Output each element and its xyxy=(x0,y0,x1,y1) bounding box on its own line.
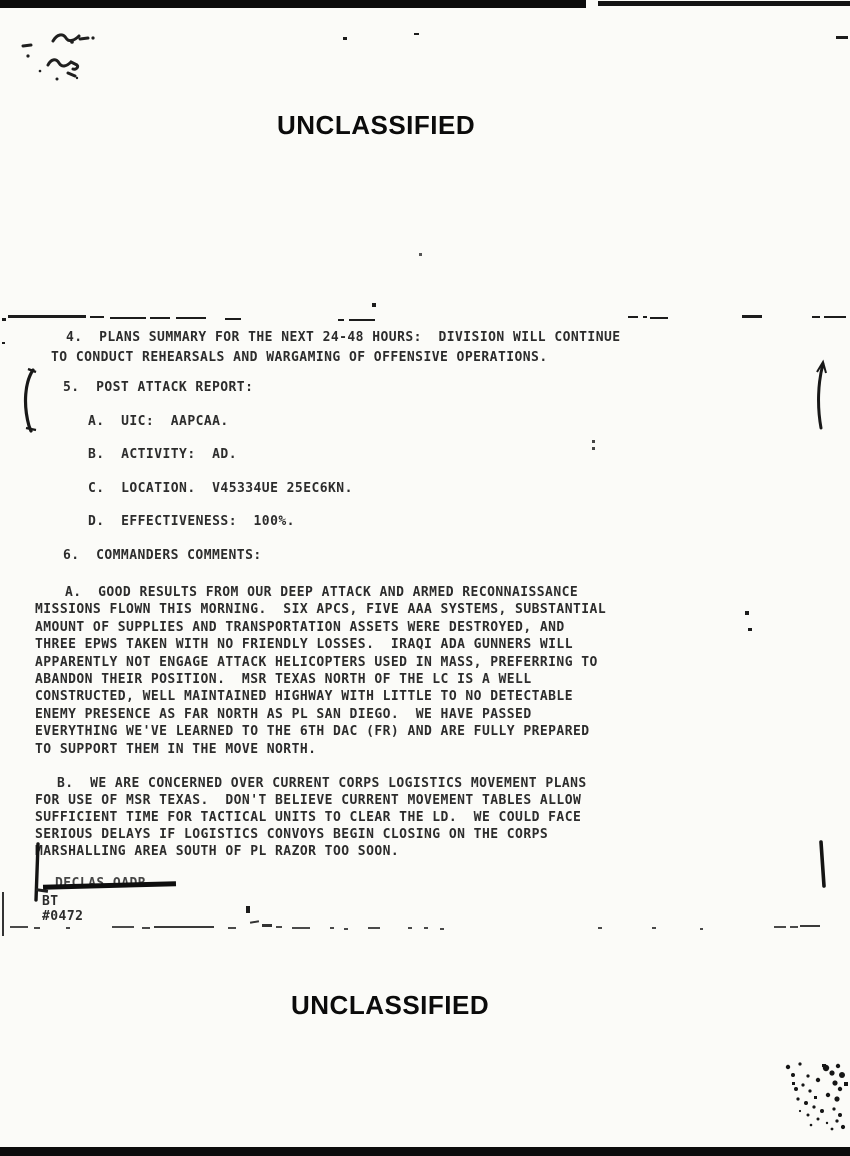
scan-artifact xyxy=(824,316,846,318)
scan-artifact xyxy=(742,315,762,318)
scan-artifact xyxy=(592,447,595,450)
scan-artifact xyxy=(598,927,602,929)
scan-artifact xyxy=(790,926,798,928)
scan-artifact xyxy=(228,927,236,929)
scan-artifact xyxy=(142,927,150,929)
scan-artifact xyxy=(745,611,749,615)
document-line: C. LOCATION. V45334UE 25EC6KN. xyxy=(88,480,353,496)
document-line: ENEMY PRESENCE AS FAR NORTH AS PL SAN DIEGO. WE HAVE PASSED xyxy=(35,706,532,722)
message-terminator-bt: BT xyxy=(42,894,59,909)
scan-edge-top-right xyxy=(598,1,850,6)
scan-artifact xyxy=(154,926,214,928)
scan-artifact xyxy=(440,928,444,930)
right-margin-bracket-upper xyxy=(812,360,828,430)
scan-artifact xyxy=(408,927,412,929)
scan-artifact xyxy=(10,926,28,928)
left-margin-bracket-lower xyxy=(32,842,42,902)
document-line: A. UIC: AAPCAA. xyxy=(88,413,229,429)
document-line: AMOUNT OF SUPPLIES AND TRANSPORTATION ASSETS WERE DESTROYED, AND xyxy=(35,619,565,635)
scan-artifact xyxy=(812,316,820,318)
document-line: TO CONDUCT REHEARSALS AND WARGAMING OF OFFENSIVE OPERATIONS. xyxy=(51,350,548,365)
scan-artifact xyxy=(110,317,146,319)
document-line: SERIOUS DELAYS IF LOGISTICS CONVOYS BEGIN CLOSING ON THE CORPS xyxy=(35,827,549,842)
scan-artifact xyxy=(424,927,428,929)
scan-artifact xyxy=(419,253,422,256)
scan-artifact xyxy=(372,303,376,307)
scan-artifact xyxy=(650,317,668,319)
scan-artifact xyxy=(836,36,848,39)
scan-artifact xyxy=(34,927,40,929)
ink-smudge xyxy=(748,1058,850,1138)
scan-artifact xyxy=(276,926,282,928)
scan-artifact xyxy=(66,927,70,929)
scan-artifact xyxy=(8,315,86,318)
document-line: B. ACTIVITY: AD. xyxy=(88,447,237,463)
scan-artifact xyxy=(2,318,6,321)
scan-artifact xyxy=(643,316,647,318)
left-margin-bracket-upper xyxy=(18,366,40,434)
scan-edge-bottom xyxy=(0,1147,850,1156)
document-line: 5. POST ATTACK REPORT: xyxy=(63,380,254,395)
message-serial-number: #0472 xyxy=(42,909,84,924)
scan-artifact xyxy=(262,924,272,927)
classification-banner-bottom: UNCLASSIFIED xyxy=(291,990,490,1020)
document-line: SUFFICIENT TIME FOR TACTICAL UNITS TO CLEAR THE LD. WE COULD FACE xyxy=(35,810,582,825)
scan-edge-top-left xyxy=(0,0,586,8)
scan-artifact xyxy=(774,926,786,928)
scan-artifact xyxy=(250,920,259,924)
document-line: APPARENTLY NOT ENGAGE ATTACK HELICOPTERS USED IN MASS, PREFERRING TO xyxy=(35,654,598,670)
scan-artifact xyxy=(292,927,310,929)
scan-artifact xyxy=(2,342,5,344)
document-line: MARSHALLING AREA SOUTH OF PL RAZOR TOO SOON. xyxy=(35,844,400,859)
document-line: TO SUPPORT THEM IN THE MOVE NORTH. xyxy=(35,741,317,757)
scan-artifact xyxy=(344,928,348,930)
scan-artifact xyxy=(652,927,656,929)
scan-artifact xyxy=(628,316,638,318)
document-line: THREE EPWS TAKEN WITH NO FRIENDLY LOSSES. IRAQI ADA GUNNERS WILL xyxy=(35,637,573,653)
document-line: FOR USE OF MSR TEXAS. DON'T BELIEVE CURRENT MOVEMENT TABLES ALLOW xyxy=(35,793,582,808)
document-line: 4. PLANS SUMMARY FOR THE NEXT 24-48 HOURS: DIVISION WILL CONTINUE xyxy=(66,330,621,345)
scan-artifact xyxy=(90,316,104,318)
scan-artifact xyxy=(349,319,375,321)
scan-artifact xyxy=(368,927,380,929)
scan-edge-left xyxy=(2,892,4,936)
document-line: A. GOOD RESULTS FROM OUR DEEP ATTACK AND ARMED RECONNAISSANCE xyxy=(65,585,579,600)
scan-artifact xyxy=(338,319,344,321)
scan-artifact xyxy=(800,925,820,927)
document-line: D. EFFECTIVENESS: 100%. xyxy=(88,514,295,530)
scan-artifact xyxy=(330,927,334,929)
scan-artifact xyxy=(748,628,752,631)
document-line: ABANDON THEIR POSITION. MSR TEXAS NORTH OF THE LC IS A WELL xyxy=(35,672,532,687)
document-line: B. WE ARE CONCERNED OVER CURRENT CORPS LOGISTICS MOVEMENT PLANS xyxy=(57,776,587,791)
scan-artifact xyxy=(150,317,170,319)
classification-banner-top: UNCLASSIFIED xyxy=(277,110,476,140)
document-line: CONSTRUCTED, WELL MAINTAINED HIGHWAY WITH LITTLE TO NO DETECTABLE xyxy=(35,689,573,705)
scan-artifact xyxy=(592,440,595,443)
document-line: 6. COMMANDERS COMMENTS: xyxy=(63,548,262,563)
scan-artifact xyxy=(246,906,250,913)
document-line: EVERYTHING WE'VE LEARNED TO THE 6TH DAC (FR) AND ARE FULLY PREPARED xyxy=(35,724,590,740)
scan-artifact xyxy=(112,926,134,928)
right-margin-bracket-lower xyxy=(816,840,828,890)
handwriting-scribble xyxy=(20,28,132,84)
scan-artifact xyxy=(343,37,347,40)
scan-artifact xyxy=(700,928,703,930)
document-line: MISSIONS FLOWN THIS MORNING. SIX APCS, FIVE AAA SYSTEMS, SUBSTANTIAL xyxy=(35,602,607,618)
scan-artifact xyxy=(414,33,419,35)
scan-artifact xyxy=(225,318,241,320)
scan-artifact xyxy=(176,317,206,319)
